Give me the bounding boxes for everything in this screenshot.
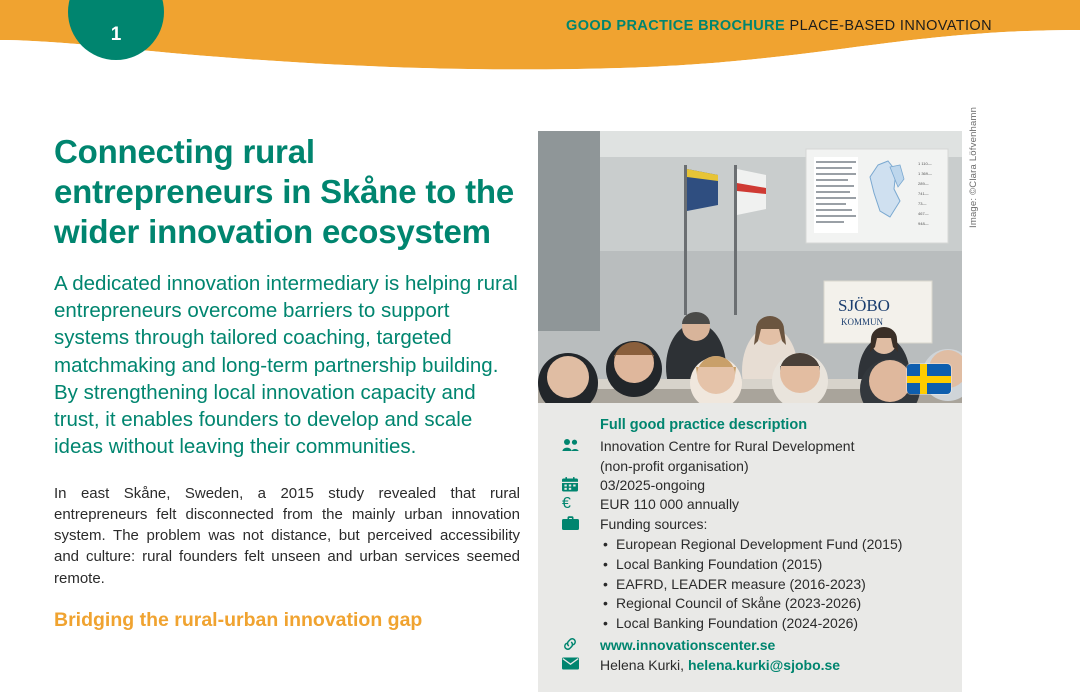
article-standfirst: A dedicated innovation intermediary is helping rural entrepreneurs overcome barriers to support systems through tailored coaching, targeted matchmaking and long-term partnership building. By strengthening local innovation capacity and trust, it enables founders to develop and scale ideas without leaving their communities. xyxy=(54,271,518,459)
list-item: • Regional Council of Skåne (2023-2026) xyxy=(600,594,946,614)
list-item: • EAFRD, LEADER measure (2016-2023) xyxy=(600,575,946,595)
contact-info[interactable] xyxy=(600,656,840,675)
info-row-organisation xyxy=(554,437,946,456)
briefcase-icon xyxy=(554,515,600,530)
swedish-flag-icon xyxy=(907,364,951,394)
svg-text:73—: 73— xyxy=(918,201,927,206)
info-row-budget xyxy=(554,495,946,514)
sidebar-column xyxy=(538,131,962,692)
page-header xyxy=(0,0,1080,86)
contact-name: Helena Kurki, xyxy=(600,656,685,673)
budget-value: EUR 110 000 annually xyxy=(600,496,740,513)
info-row-contact[interactable] xyxy=(554,656,946,675)
svg-text:SJÖBO: SJÖBO xyxy=(838,296,890,315)
info-row-duration xyxy=(554,476,946,495)
link-icon xyxy=(554,636,600,651)
photo-illustration xyxy=(538,131,962,403)
article-subheading: Bridging the rural-urban innovation gap xyxy=(54,609,423,631)
brochure-label: GOOD PRACTICE BROCHURE xyxy=(566,18,786,34)
svg-text:1 110—: 1 110— xyxy=(918,161,932,166)
header-breadcrumb xyxy=(566,18,992,34)
info-panel-title: Full good practice description xyxy=(600,417,808,433)
envelope-icon xyxy=(554,656,600,670)
svg-text:741—: 741— xyxy=(918,191,929,196)
organisation-type: (non-profit organisation) xyxy=(600,457,749,474)
svg-text:1 369—: 1 369— xyxy=(918,171,933,176)
list-item: • Local Banking Foundation (2015) xyxy=(600,555,946,575)
good-practice-info-panel xyxy=(538,403,962,692)
page-number: 1 xyxy=(110,24,122,45)
funding-sources-list xyxy=(600,535,946,634)
list-item: • Local Banking Foundation (2024-2026) xyxy=(600,614,946,634)
contact-email[interactable]: helena.kurki@sjobo.se xyxy=(687,656,841,673)
info-row-website[interactable] xyxy=(554,636,946,655)
list-item: • European Regional Development Fund (2015) xyxy=(600,535,946,555)
people-icon xyxy=(554,437,600,452)
info-row-funding xyxy=(554,515,946,534)
svg-text:KOMMUN: KOMMUN xyxy=(841,317,884,327)
organisation-name: Innovation Centre for Rural Development xyxy=(600,438,855,454)
website-link[interactable]: www.innovationscenter.se xyxy=(600,637,776,654)
svg-text:948—: 948— xyxy=(918,221,929,226)
image-credit: Image: ©Clara Löfvenhamn xyxy=(968,106,979,228)
calendar-icon xyxy=(554,476,600,492)
article-photo xyxy=(538,131,962,403)
euro-icon: € xyxy=(562,495,571,513)
svg-text:467—: 467— xyxy=(918,211,929,216)
svg-text:289—: 289— xyxy=(918,181,929,186)
funding-label: Funding sources: xyxy=(600,516,708,532)
duration-value: 03/2025-ongoing xyxy=(600,476,706,493)
section-label: PLACE-BASED INNOVATION xyxy=(789,18,992,34)
article-body: In east Skåne, Sweden, a 2015 study revealed that rural entrepreneurs felt disconnected from the mainly urban innovation system. The problem was not distance, but perceived accessibility and culture: rural founders felt unseen and urban services seemed remote. xyxy=(54,484,520,587)
page-title: Connecting rural entrepreneurs in Skåne to the wider innovation ecosystem xyxy=(54,133,514,250)
article-column xyxy=(54,132,520,632)
